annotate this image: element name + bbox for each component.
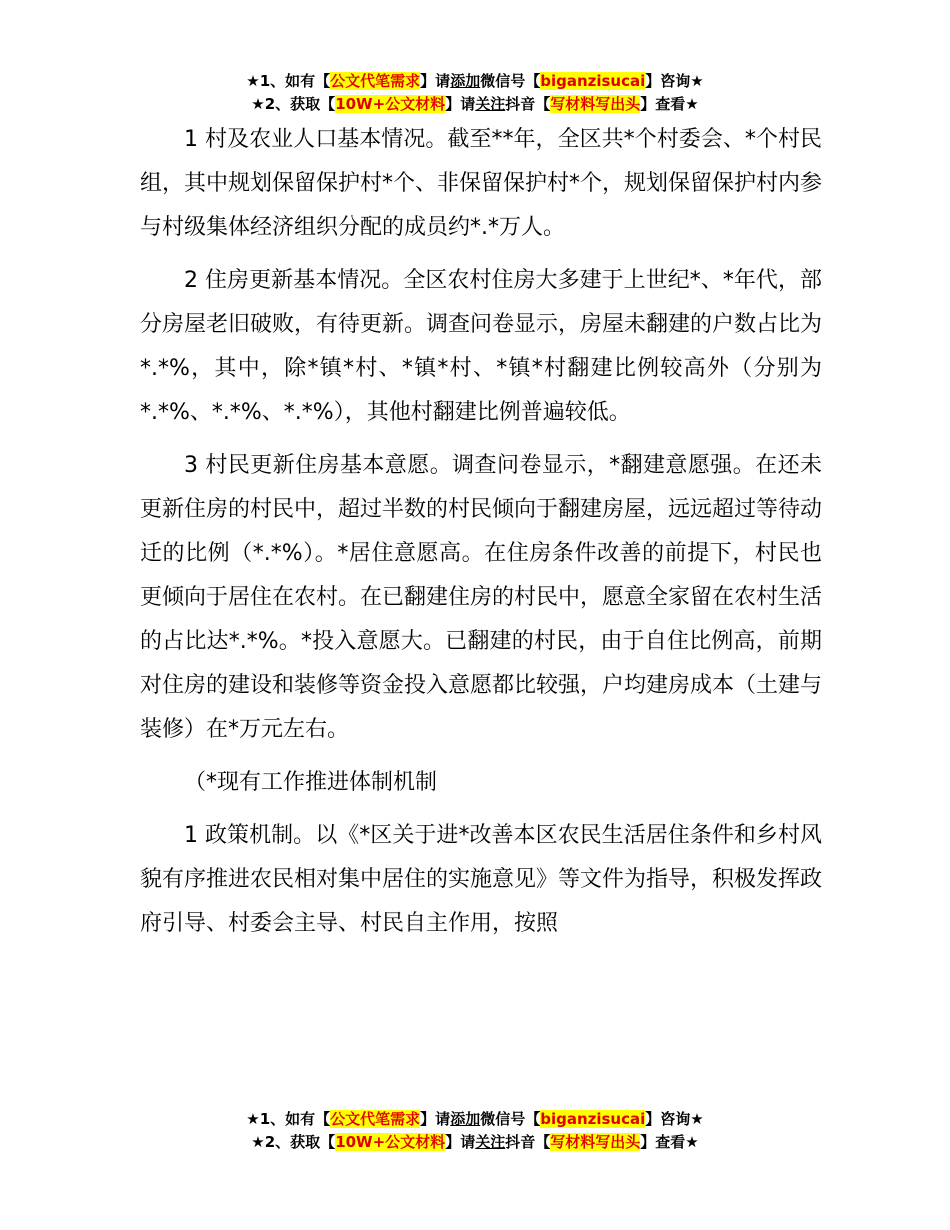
- paragraph-3: 3 村民更新住房基本意愿。调查问卷显示，*翻建意愿强。在还未更新住房的村民中，超过半数的村民倾向于翻建房屋，远远超过等待动迁的比例（*.*%）。*居住意愿高。在住房条件改善的前提下，村民也更倾向于居住在农村。在已翻建住房的村民中，愿意全家留在农村生活的占比达*.*%。*投入意愿大。已翻建的村民，由于自住比例高，前期对住房的建设和装修等资金投入意愿都比较强，户均建房成本（土建与装修）在*万元左右。: [140, 453, 823, 742]
- banner-underline: 关注: [475, 1133, 506, 1151]
- banner-text: 】查看★: [640, 1133, 699, 1151]
- banner-text: 抖音【: [505, 1133, 551, 1151]
- footer-banner: [0, 1108, 950, 1154]
- banner-highlight: 公文代笔需求: [330, 72, 421, 90]
- banner-underline: 关注: [475, 95, 506, 113]
- banner-line-1: [0, 1108, 950, 1131]
- banner-text: 】请: [445, 95, 476, 113]
- banner-text: 】请: [420, 72, 451, 90]
- banner-highlight: 10W+公文材料: [335, 95, 446, 113]
- banner-text: 】查看★: [640, 95, 699, 113]
- banner-underline: 添加: [450, 1110, 481, 1128]
- banner-douyin-id: 写材料写出头: [550, 95, 641, 113]
- banner-text: ★2、获取【: [251, 95, 336, 113]
- banner-line-2: [0, 93, 950, 116]
- banner-text: 】咨询★: [645, 72, 704, 90]
- banner-wechat-id: biganzisucai: [540, 1110, 646, 1128]
- document-body: [140, 118, 822, 946]
- banner-text: 微信号【: [480, 1110, 541, 1128]
- banner-line-1: [0, 70, 950, 93]
- banner-wechat-id: biganzisucai: [540, 72, 646, 90]
- banner-line-2: [0, 1131, 950, 1154]
- banner-text: 】请: [445, 1133, 476, 1151]
- header-banner: [0, 70, 950, 116]
- banner-highlight: 公文代笔需求: [330, 1110, 421, 1128]
- banner-highlight: 10W+公文材料: [335, 1133, 446, 1151]
- banner-text: 】请: [420, 1110, 451, 1128]
- banner-text: 】咨询★: [645, 1110, 704, 1128]
- paragraph-1: 1 村及农业人口基本情况。截至**年，全区共*个村委会、*个村民组，其中规划保留保护村*个、非保留保护村*个，规划保留保护村内参与村级集体经济组织分配的成员约*.*万人。: [140, 127, 823, 240]
- paragraph-2: 2 住房更新基本情况。全区农村住房大多建于上世纪*、*年代，部分房屋老旧破败，有待更新。调查问卷显示，房屋未翻建的户数占比为*.*%，其中，除*镇*村、*镇*村、*镇*村翻建比例较高外（分别为*.*%、*.*%、*.*%），其他村翻建比例普遍较低。: [140, 268, 823, 425]
- banner-underline: 添加: [450, 72, 481, 90]
- section-heading: （*现有工作推进体制机制: [184, 770, 438, 795]
- banner-text: 微信号【: [480, 72, 541, 90]
- paragraph-4: 1 政策机制。以《*区关于进*改善本区农民生活居住条件和乡村风貌有序推进农民相对集中居住的实施意见》等文件为指导，积极发挥政府引导、村委会主导、村民自主作用，按照: [140, 823, 823, 936]
- banner-text: ★1、如有【: [246, 1110, 331, 1128]
- banner-text: ★2、获取【: [251, 1133, 336, 1151]
- banner-douyin-id: 写材料写出头: [550, 1133, 641, 1151]
- banner-text: 抖音【: [505, 95, 551, 113]
- banner-text: ★1、如有【: [246, 72, 331, 90]
